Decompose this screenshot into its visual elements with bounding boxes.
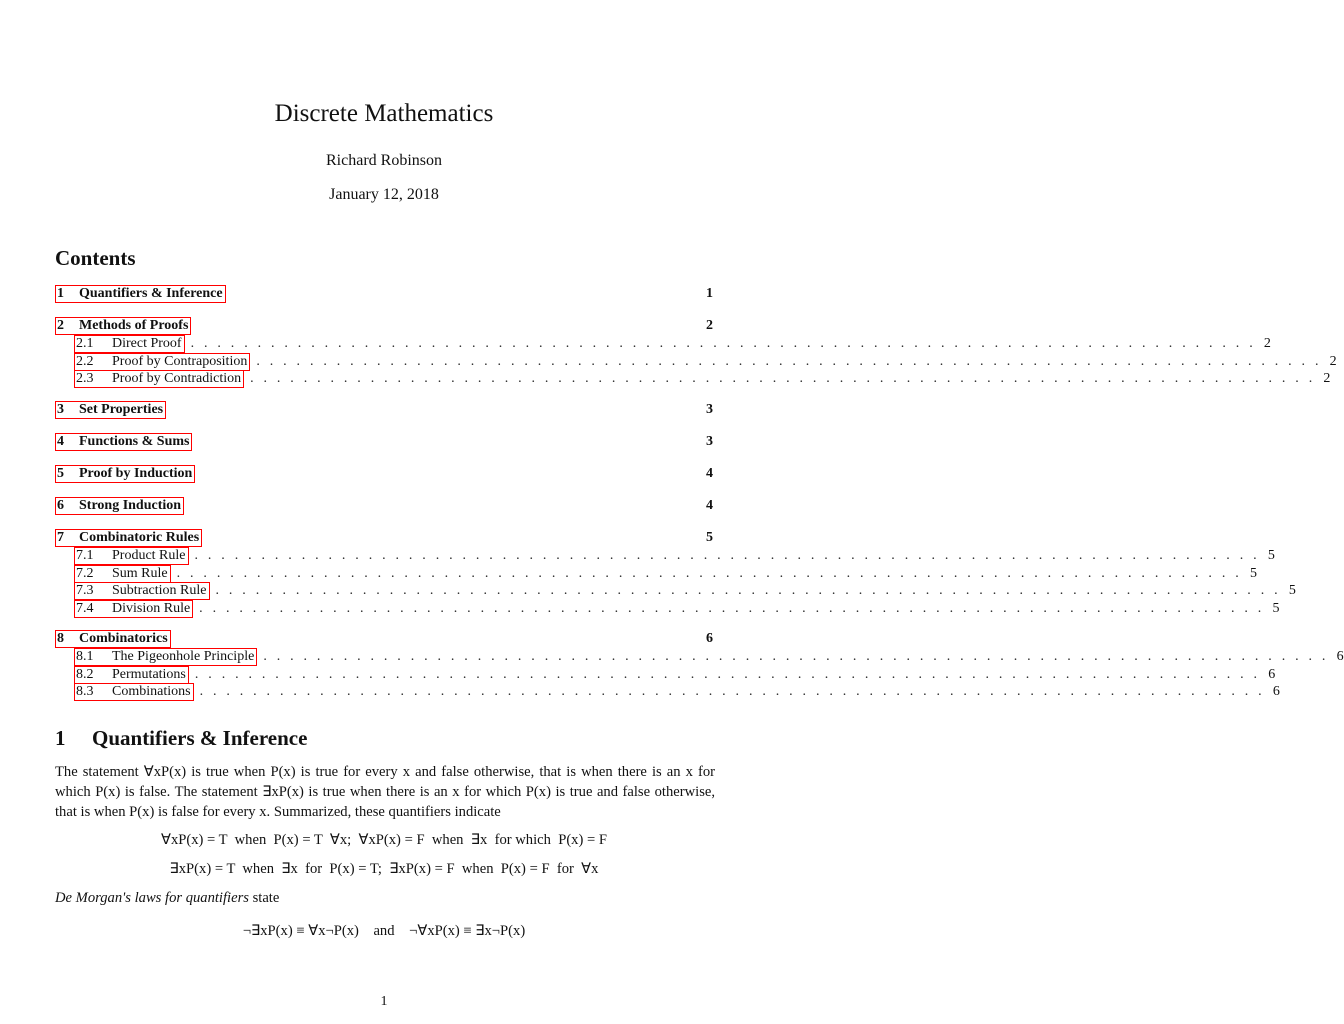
toc-label: Strong Induction (79, 498, 182, 513)
toc-link[interactable] (55, 433, 192, 451)
demorgan-intro (55, 888, 715, 908)
toc-label: Direct Proof (112, 336, 182, 351)
section-paragraph: The statement ∀xP(x) is true when P(x) is true for every x and false otherwise, that is when there is an x for which P(x) is false. The statement ∃xP(x) is true when there is an x for which P(x) is true and false otherwise, that is when P(x) is false for every x. Summarized, these quantifiers indicate (55, 764, 715, 820)
toc-number: 2.1 (76, 336, 94, 351)
toc-dot-leader: . . . . . . . . . . . . . . . . . . . . . . . . . . . . . . . . . . . . . . . . . . . . . . . . . . . . . . . . . . . . . . . . . . . . . . . . . . . . . . . . (256, 353, 1322, 369)
toc-page-number: 5 (706, 530, 713, 545)
toc-label: Permutations (112, 666, 186, 682)
toc-number: 7.1 (76, 548, 94, 563)
toc-section-4 (55, 433, 713, 451)
toc-subsection-8.2 (55, 666, 1276, 684)
toc-label: The Pigeonhole Principle (112, 649, 255, 664)
toc-dot-leader: . . . . . . . . . . . . . . . . . . . . . . . . . . . . . . . . . . . . . . . . . . . . . . . . . . . . . . . . . . . . . . . . . . . . . . . . . . . . . . . . (199, 601, 1265, 617)
toc-page-number: 1 (706, 286, 713, 301)
toc-number: 2.3 (76, 371, 94, 387)
toc-label: Division Rule (112, 601, 191, 617)
toc-label: Functions & Sums (79, 434, 190, 449)
toc-subsection-2.3 (55, 370, 1331, 388)
toc-number: 7.3 (76, 583, 94, 599)
toc-link[interactable] (74, 683, 194, 701)
toc-label: Combinations (112, 684, 191, 700)
document-title: Discrete Mathematics (274, 100, 494, 127)
toc-link[interactable] (74, 547, 189, 565)
toc-link[interactable] (74, 600, 193, 618)
toc-link[interactable] (74, 666, 189, 684)
demorgan-italic: De Morgan's laws for quantifiers (55, 890, 249, 906)
toc-page-number: 4 (706, 498, 713, 513)
toc-page-number: 2 (1263, 336, 1271, 351)
toc-link[interactable] (74, 335, 185, 353)
toc-number: 7 (57, 530, 64, 545)
toc-link[interactable] (55, 529, 202, 547)
toc-link[interactable] (74, 370, 244, 388)
toc-subsection-7.3 (55, 582, 1296, 600)
toc-link[interactable] (55, 465, 195, 483)
toc-number: 4 (57, 434, 64, 449)
section-title: Quantifiers & Inference (92, 726, 308, 750)
toc-subsection-8.3 (55, 683, 1280, 701)
toc-page-number: 5 (1249, 565, 1257, 581)
toc-page-number: 3 (706, 402, 713, 417)
toc-page-number: 4 (706, 466, 713, 481)
toc-dot-leader: . . . . . . . . . . . . . . . . . . . . . . . . . . . . . . . . . . . . . . . . . . . . . . . . . . . . . . . . . . . . . . . . . . . . . . . . . . . . . . . . (250, 371, 1316, 387)
toc-dot-leader: . . . . . . . . . . . . . . . . . . . . . . . . . . . . . . . . . . . . . . . . . . . . . . . . . . . . . . . . . . . . . . . . . . . . . . . . . . . . . . . . (194, 548, 1260, 563)
document-date: January 12, 2018 (329, 186, 439, 203)
toc-label: Proof by Contraposition (112, 353, 248, 369)
toc-section-1 (55, 285, 713, 303)
equation-exists: ∃xP(x) = T when ∃x for P(x) = T; ∃xP(x) = F when P(x) = F for ∀x (169, 861, 599, 877)
toc-number: 1 (57, 286, 64, 301)
toc-subsection-2.2 (55, 353, 1337, 371)
toc-number: 8 (57, 631, 64, 646)
page-number: 1 (380, 994, 388, 1009)
toc-section-5 (55, 465, 713, 483)
toc-number: 2 (57, 318, 64, 333)
toc-dot-leader: . . . . . . . . . . . . . . . . . . . . . . . . . . . . . . . . . . . . . . . . . . . . . . . . . . . . . . . . . . . . . . . . . . . . . . . . . . . . . . . . (194, 666, 1261, 682)
toc-number: 6 (57, 498, 64, 513)
toc-page-number: 5 (1288, 583, 1296, 599)
toc-number: 8.2 (76, 666, 94, 682)
toc-dot-leader: . . . . . . . . . . . . . . . . . . . . . . . . . . . . . . . . . . . . . . . . . . . . . . . . . . . . . . . . . . . . . . . . . . . . . . . . . . . . . . . . (190, 336, 1256, 351)
equation-forall: ∀xP(x) = T when P(x) = T ∀x; ∀xP(x) = F when ∃x for which P(x) = F (161, 832, 607, 848)
toc-page-number: 5 (1272, 601, 1280, 617)
toc-dot-leader: . . . . . . . . . . . . . . . . . . . . . . . . . . . . . . . . . . . . . . . . . . . . . . . . . . . . . . . . . . . . . . . . . . . . . . . . . . . . . . . . (263, 649, 1329, 664)
equation-demorgan: ¬∃xP(x) ≡ ∀x¬P(x) and ¬∀xP(x) ≡ ∃x¬P(x) (242, 923, 526, 939)
toc-link[interactable] (74, 565, 171, 583)
toc-subsection-8.1 (55, 648, 1344, 666)
toc-link[interactable] (55, 630, 171, 648)
toc-dot-leader: . . . . . . . . . . . . . . . . . . . . . . . . . . . . . . . . . . . . . . . . . . . . . . . . . . . . . . . . . . . . . . . . . . . . . . . . . . . . . . . . (215, 583, 1281, 599)
toc-page-number: 5 (1267, 548, 1275, 563)
document-author: Richard Robinson (326, 152, 442, 169)
toc-section-6 (55, 497, 713, 515)
toc-label: Set Properties (79, 402, 164, 417)
toc-page-number: 6 (1336, 649, 1344, 664)
toc-subsection-7.1 (55, 547, 1275, 565)
toc-number: 7.2 (76, 565, 94, 581)
toc-dot-leader: . . . . . . . . . . . . . . . . . . . . . . . . . . . . . . . . . . . . . . . . . . . . . . . . . . . . . . . . . . . . . . . . . . . . . . . . . . . . . . . . (176, 565, 1242, 581)
toc-page-number: 6 (706, 631, 713, 646)
toc-label: Quantifiers & Inference (79, 286, 223, 301)
toc-link[interactable] (74, 353, 250, 371)
toc-section-3 (55, 401, 713, 419)
toc-number: 2.2 (76, 353, 94, 369)
toc-link[interactable] (74, 648, 257, 666)
toc-label: Subtraction Rule (112, 583, 207, 599)
toc-label: Proof by Contradiction (112, 371, 242, 387)
toc-page-number: 2 (706, 318, 713, 333)
toc-page-number: 2 (1329, 353, 1337, 369)
toc-label: Product Rule (112, 548, 186, 563)
toc-section-7 (55, 529, 713, 547)
toc-subsection-7.2 (55, 565, 1257, 583)
toc-number: 7.4 (76, 601, 94, 617)
toc-number: 8.1 (76, 649, 94, 664)
toc-subsection-7.4 (55, 600, 1280, 618)
toc-section-8 (55, 630, 713, 648)
toc-number: 3 (57, 402, 64, 417)
toc-label: Combinatorics (79, 631, 168, 646)
toc-dot-leader: . . . . . . . . . . . . . . . . . . . . . . . . . . . . . . . . . . . . . . . . . . . . . . . . . . . . . . . . . . . . . . . . . . . . . . . . . . . . . . . . (199, 684, 1265, 700)
toc-link[interactable] (55, 317, 191, 335)
toc-label: Proof by Induction (79, 466, 193, 481)
toc-subsection-2.1 (55, 335, 1271, 353)
toc-page-number: 6 (1272, 684, 1280, 700)
demorgan-rest: state (248, 890, 280, 906)
toc-label: Combinatoric Rules (79, 530, 200, 545)
toc-label: Sum Rule (112, 565, 168, 581)
toc-page-number: 2 (1323, 371, 1331, 387)
toc-number: 5 (57, 466, 64, 481)
toc-number: 8.3 (76, 684, 94, 700)
contents-heading: Contents (55, 246, 136, 270)
toc-page-number: 6 (1268, 666, 1276, 682)
section-number: 1 (55, 726, 66, 750)
section-heading (55, 726, 307, 751)
toc-page-number: 3 (706, 434, 713, 449)
toc-link[interactable] (55, 285, 226, 303)
toc-link[interactable] (55, 497, 184, 515)
toc-link[interactable] (74, 582, 210, 600)
toc-section-2 (55, 317, 713, 335)
toc-label: Methods of Proofs (79, 318, 189, 333)
toc-link[interactable] (55, 401, 166, 419)
